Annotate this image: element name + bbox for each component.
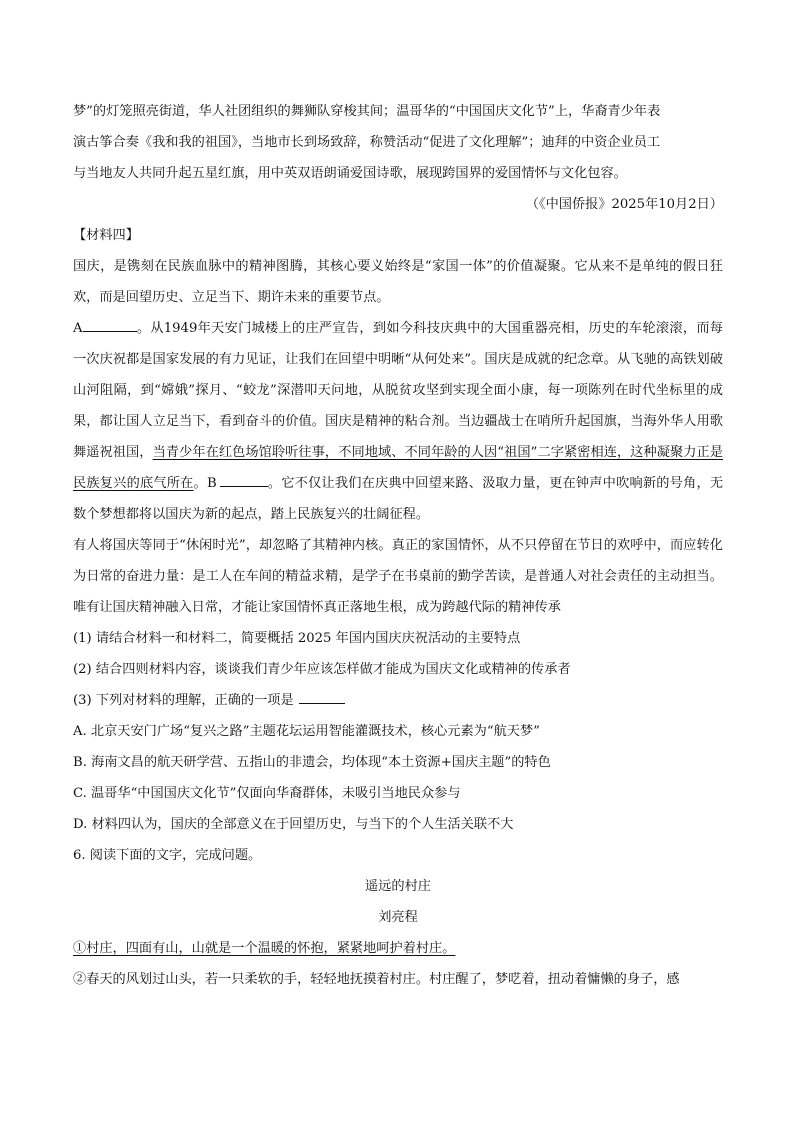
option-a: A. 北京天安门广场“复兴之路”主题花坛运用智能灌溉技术，核心元素为“航天梦” [73,724,540,739]
document-page [73,96,723,995]
question-1: (1) 请结合材料一和材料二，简要概括 2025 年国内国庆庆祝活动的主要特点 [73,631,521,646]
paragraph-2-part-2: 。 [193,476,207,491]
blank-a [83,319,137,332]
blank-b-label: B [206,476,217,491]
material4-heading: 【材料四】 [73,228,139,243]
article-paragraph-1 [73,933,723,964]
option-d: D. 材料四认为，国庆的全部意义在于回望历史，与当下的个人生活关联不大 [73,817,514,832]
question-3-text: (3) 下列对材料的理解，正确的一项是 [73,693,294,708]
material4-paragraph-3: 有人将国庆等同于“休闲时光”，却忽略了其精神内核。真正的家国情怀，从不只停留在节日的欢呼中，而应转化为日常的奋进力量：是工人在车间的精益求精，是学子在书桌前的勤学苦读，是普通人对社会责任的主动担当。唯有让国庆精神融入日常，才能让家国情怀真正落地生根，成为跨越代际的精神传承 [73,538,723,615]
blank-b [220,474,268,487]
article-paragraph-2: ②春天的风划过山头，若一只柔软的手，轻轻地抚摸着村庄。村庄醒了，梦呓着，扭动着慵懒的身子，感 [73,972,680,987]
material3-line-3: 与当地友人共同升起五星红旗，用中英双语朗诵爱国诗歌，展现跨国界的爱国情怀与文化包容。 [73,166,627,181]
task-6-prompt: 6. 阅读下面的文字，完成问题。 [73,848,262,863]
question-2: (2) 结合四则材料内容，谈谈我们青少年应该怎样做才能成为国庆文化或精神的传承者 [73,662,571,677]
question-3 [73,685,723,716]
material3-line-1: 梦”的灯笼照亮街道，华人社团组织的舞狮队穿梭其间；温哥华的“中国国庆文化节”上，华裔青少年表 [73,104,661,119]
question-3-blank [299,691,345,704]
blank-a-label: A [73,321,83,336]
underlined-sentence: 当青少年在红色场馆聆听往事，不同地域、不同年龄的人因“祖国”二字紧密相连，这种凝聚力正是民族复兴的底气所在 [73,445,724,491]
material4-paragraph-1: 国庆，是镌刻在民族血脉中的精神图腾，其核心要义始终是“家国一体”的价值凝聚。它从来不是单纯的假日狂欢，而是回望历史、立足当下、期许未来的重要节点。 [73,259,723,305]
option-b: B. 海南文昌的航天研学营、五指山的非遗会，均体现“本土资源+国庆主题”的特色 [73,755,551,770]
material4-paragraph-2 [73,313,723,530]
paragraph-2-part-1: 。从1949年天安门城楼上的庄严宣告，到如今科技庆典中的大国重器亮相，历史的车轮滚滚，而每一次庆祝都是国家发展的有力见证，让我们在回望中明晰“从何处来”。国庆是成就的纪念章。从飞驰的高铁划破山河阻隔，到“嫦娥”探月、“蛟龙”深潜叩天问地，从脱贫攻坚到实现全面小康，每一项陈列在时代坐标里的成果，都让国人立足当下，看到奋斗的价值。国庆是精神的粘合剂。当边疆战士在哨所升起国旗，当海外华人用歌舞遥祝祖国， [73,321,723,460]
material3-line-2: 演古筝合奏《我和我的祖国》，当地市长到场致辞，称赞活动“促进了文化理解”；迪拜的中资企业员工 [73,135,661,150]
paragraph-2-part-3: 。它不仅让我们在庆典中回望来路、汲取力量，更在钟声中吹响新的号角，无数个梦想都将以国庆为新的起点，踏上民族复兴的壮阔征程。 [73,476,724,522]
article-author: 刘亮程 [378,910,418,925]
article-title: 遥远的村庄 [365,879,431,894]
material3-source: （《中国侨报》2025年10月2日） [525,197,723,212]
option-c: C. 温哥华“中国国庆文化节”仅面向华裔群体，未吸引当地民众参与 [73,786,461,801]
article-paragraph-1-text: ①村庄，四面有山，山就是一个温暖的怀抱，紧紧地呵护着村庄。 [73,941,456,956]
